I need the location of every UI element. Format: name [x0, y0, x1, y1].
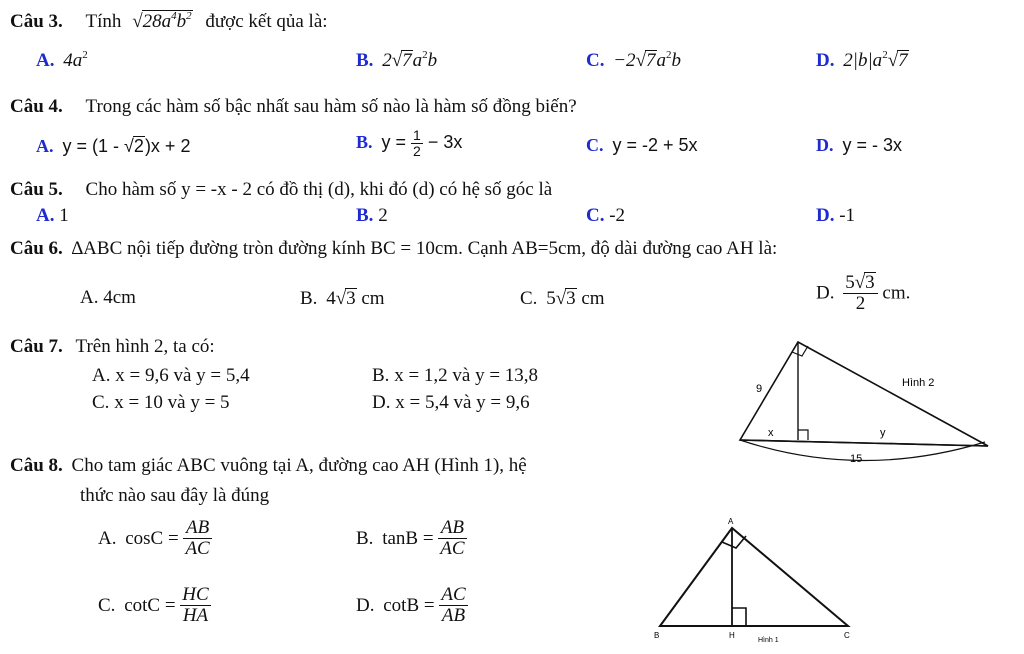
option-label: D. [356, 594, 375, 616]
fraction-num: AB [438, 518, 466, 539]
fraction-num: AB [183, 518, 211, 539]
option-tail: b [671, 50, 681, 71]
q5-option-c[interactable] [586, 206, 625, 225]
option-radicand: 3 [566, 288, 576, 309]
q4-option-a[interactable]: A. y = (1 - √2)x + 2 [36, 136, 191, 156]
option-radicand: 7 [646, 50, 656, 71]
q6-option-b[interactable]: B. 4√3 cm [300, 288, 385, 309]
option-fn: tanB [382, 527, 419, 549]
figure-2-side-label: 9 [756, 383, 763, 395]
q5-option-b[interactable] [356, 206, 388, 225]
q3-text-after: được kết qủa là: [205, 11, 328, 32]
q4-label: Câu 4. [10, 96, 63, 117]
option-label: B. [300, 288, 318, 309]
fraction-num: AC [441, 584, 466, 605]
q7-text: Trên hình 2, ta có: [75, 336, 215, 357]
q8-line1 [10, 456, 527, 475]
option-text: 4a [63, 50, 83, 71]
q6-line [10, 239, 777, 258]
q7-option-a[interactable] [92, 366, 250, 385]
option-label: B. [356, 131, 373, 152]
option-text: -1 [839, 205, 856, 226]
q4-option-d[interactable] [816, 136, 902, 154]
q4-option-b[interactable] [356, 128, 462, 158]
option-post: a [656, 50, 666, 71]
q5-option-a[interactable] [36, 206, 69, 225]
option-post: a [412, 50, 423, 71]
fraction-den: AB [441, 604, 466, 626]
option-label: B. [356, 527, 374, 549]
q3-option-d[interactable]: D. $2|b|a^2√7$ [816, 49, 908, 71]
option-label: D. [816, 282, 835, 304]
option-label: B. [372, 365, 390, 386]
option-pre: 4 [326, 288, 336, 309]
q8-text-line1: Cho tam giác ABC vuông tại A, đường cao AH (Hình 1), hệ [71, 455, 527, 476]
figure-1-title: Hình 1 [758, 637, 779, 644]
option-text: 4cm [103, 287, 136, 308]
option-label: A. [36, 50, 55, 71]
option-label: B. [356, 205, 374, 226]
option-label: D. [816, 135, 834, 155]
fraction-num-pre: 5 [845, 272, 855, 293]
option-text: y = -2 + 5x [612, 135, 698, 155]
option-label: A. [92, 365, 111, 386]
figure-1-vertex-c: C [844, 631, 850, 640]
option-label: B. [356, 50, 374, 71]
option-fraction [438, 518, 466, 559]
option-tail: b [427, 50, 438, 71]
option-pre: 5 [546, 288, 556, 309]
q8-option-c[interactable]: C. cotC = $\frac{HC}{HA}$ [98, 584, 209, 626]
option-label: D. [372, 392, 391, 413]
option-radicand: 3 [346, 288, 356, 309]
fraction-num: 1 [413, 127, 421, 143]
option-label: C. [92, 392, 110, 413]
q8-label: Câu 8. [10, 455, 63, 476]
q8-option-a[interactable]: A. cosC = $\frac{AB}{AC}$ [98, 517, 210, 559]
option-text: 2 [378, 205, 388, 226]
q6-option-c[interactable]: C. 5√3 cm [520, 288, 605, 309]
q3-option-a[interactable] [36, 50, 88, 70]
option-post: − 3x [422, 131, 463, 152]
q6-label: Câu 6. [10, 238, 63, 259]
q4-line [10, 97, 577, 116]
figure-1-vertex-h: H [729, 631, 735, 640]
option-pre: y = [381, 131, 412, 152]
option-sup: 2 [82, 49, 88, 61]
q3-option-c[interactable]: C. $-2√7a^2b$ [586, 49, 681, 71]
option-sup: 2 [422, 49, 428, 61]
option-text: x = 9,6 và y = 5,4 [115, 365, 250, 386]
option-fraction: $\frac{5√3}{2}$ [843, 272, 877, 314]
option-label: A. [98, 527, 117, 549]
q7-option-c[interactable] [92, 393, 230, 412]
q4-text: Trong các hàm số bậc nhất sau hàm số nào là hàm số đồng biến? [85, 96, 577, 117]
figure-1-vertex-a: A [728, 517, 734, 526]
option-pre: 2|b|a [843, 50, 883, 71]
figure-2-right-angle-h [798, 430, 808, 440]
option-label: C. [586, 135, 604, 155]
q3-label: Câu 3. [10, 11, 63, 32]
q3-exp-a: 4 [171, 10, 177, 22]
figure-2-y-label: y [880, 427, 886, 439]
option-radicand: 7 [402, 50, 412, 71]
option-fraction [183, 518, 211, 559]
figure-1-right-angle-h [732, 608, 746, 626]
q3-text-before: Tính [85, 11, 122, 32]
figure-1-triangle [660, 528, 848, 626]
figure-2-triangle [740, 342, 988, 446]
q8-line2 [80, 486, 269, 505]
option-label: C. [520, 288, 538, 309]
option-text: x = 5,4 và y = 9,6 [395, 392, 530, 413]
option-post: )x + 2 [144, 136, 191, 156]
option-label: C. [98, 594, 116, 616]
option-pre: y = (1 - [62, 136, 125, 156]
option-sup: 2 [882, 49, 888, 61]
figure-2 [720, 330, 1010, 480]
option-fraction [439, 585, 467, 626]
q5-label: Câu 5. [10, 179, 63, 200]
option-pre: 2 [382, 50, 392, 71]
q8-option-d[interactable]: D. cotB = $\frac{AC}{AB}$ [356, 584, 466, 626]
q6-text: ∆ABC nội tiếp đường tròn đường kính BC = 10cm. Cạnh AB=5cm, độ dài đường cao AH là: [71, 238, 778, 259]
option-fn: cotB [383, 594, 420, 616]
fraction-den: HA [182, 604, 209, 626]
option-label: A. [36, 205, 55, 226]
option-radicand: 7 [898, 50, 908, 71]
q3-expression: $√28a^4b^2$ [132, 10, 192, 32]
option-text: y = - 3x [842, 135, 903, 155]
q7-line [10, 337, 215, 356]
q3-exp-b: 2 [186, 10, 192, 22]
q5-option-d[interactable] [816, 206, 855, 225]
option-fn: cotC [124, 594, 161, 616]
q7-option-d[interactable] [372, 393, 530, 412]
option-text: -2 [609, 205, 626, 226]
option-post: cm [356, 288, 385, 309]
q3-radicand: 28a [142, 11, 172, 32]
fraction-radicand: 3 [865, 272, 875, 293]
option-fraction [180, 585, 210, 626]
q8-text-line2: thức nào sau đây là đúng [80, 485, 270, 506]
option-sup: 2 [666, 49, 672, 61]
option-text: 1 [59, 205, 69, 226]
figure-2-base [740, 440, 988, 446]
figure-2-x-label: x [768, 427, 774, 439]
fraction-den: AC [440, 537, 465, 559]
q7-label: Câu 7. [10, 336, 63, 357]
option-label: C. [586, 50, 605, 71]
fraction-den: 2 [855, 292, 866, 314]
q6-option-a[interactable] [80, 288, 136, 307]
q3-option-b[interactable]: B. $2√7a^2b$ [356, 49, 438, 71]
option-label: C. [586, 205, 605, 226]
option-post: cm [576, 288, 605, 309]
option-post: cm. [877, 282, 911, 304]
option-text: x = 1,2 và y = 13,8 [394, 365, 539, 386]
option-radicand: 2 [133, 136, 144, 156]
option-label: A. [36, 136, 54, 156]
q4-option-c[interactable] [586, 136, 698, 154]
q3-line [10, 10, 328, 31]
q6-option-d[interactable] [816, 272, 910, 314]
figure-2-base-label: 15 [850, 453, 863, 465]
option-fn: cosC [125, 527, 164, 549]
option-label: A. [80, 287, 99, 308]
fraction-den: AC [185, 537, 210, 559]
fraction-num: HC [182, 584, 209, 605]
q3-var-b: b [176, 11, 187, 32]
figure-1 [640, 514, 870, 649]
q5-line [10, 180, 552, 199]
q7-option-b[interactable] [372, 366, 538, 385]
q5-text: Cho hàm số y = -x - 2 có đồ thị (d), khi đó (d) có hệ số góc là [85, 179, 553, 200]
fraction-den: 2 [413, 142, 421, 159]
figure-2-title: Hình 2 [902, 377, 935, 389]
option-label: D. [816, 205, 835, 226]
option-fraction [411, 128, 423, 158]
q8-option-b[interactable]: B. tanB = $\frac{AB}{AC}$ [356, 517, 465, 559]
figure-1-vertex-b: B [654, 631, 660, 640]
option-label: D. [816, 50, 835, 71]
option-pre: −2 [613, 50, 636, 71]
option-text: x = 10 và y = 5 [114, 392, 230, 413]
